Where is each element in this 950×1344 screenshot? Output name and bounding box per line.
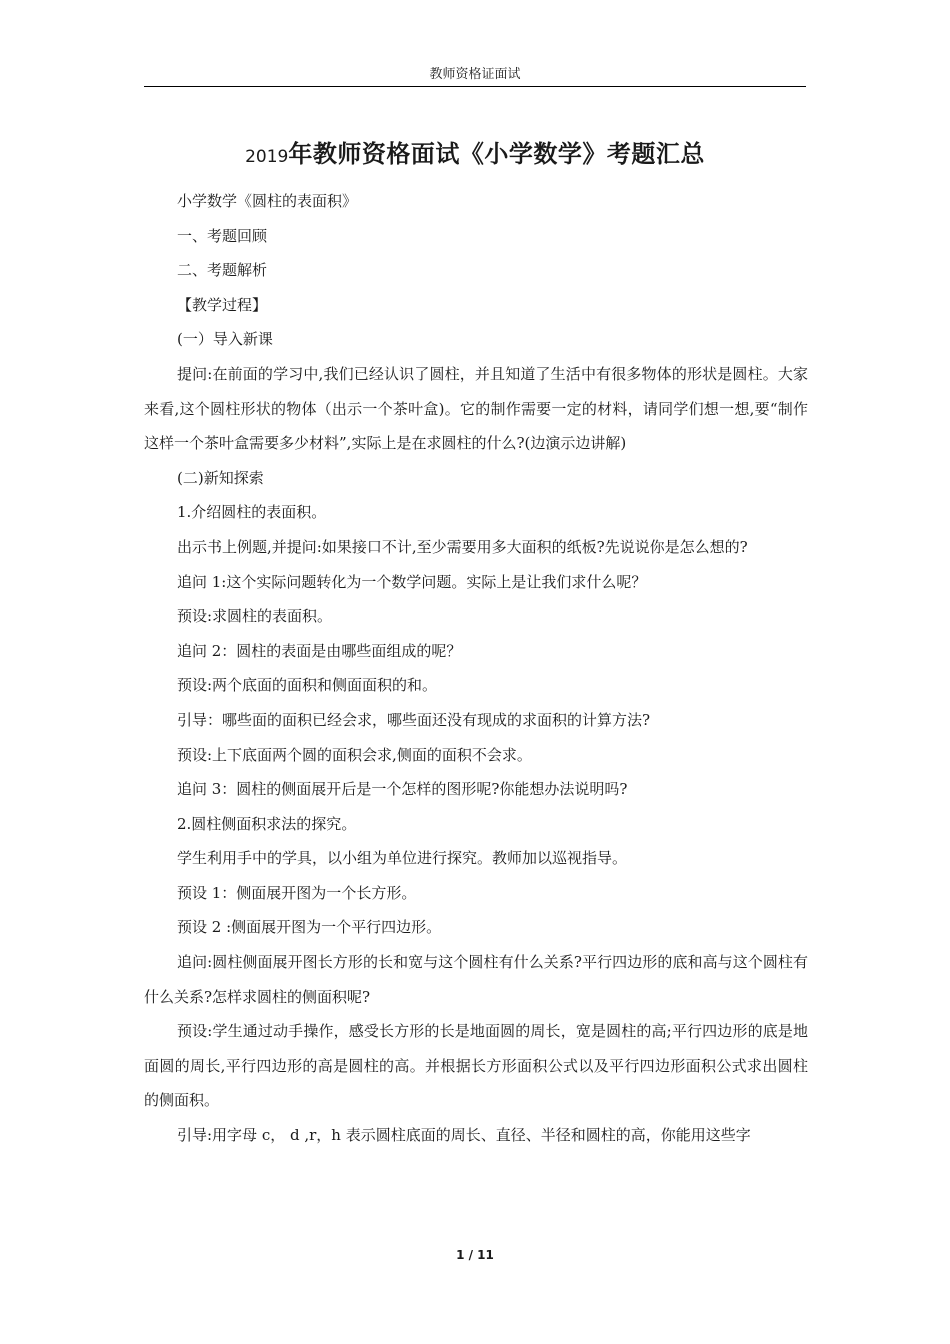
paragraph: 追问 3：圆柱的侧面展开后是一个怎样的图形呢?你能想办法说明吗? bbox=[177, 780, 628, 799]
paragraph: 引导:用字母 c， d ,r，h 表示圆柱底面的周长、直径、半径和圆柱的高，你能用这些字 bbox=[177, 1126, 751, 1145]
title-year: 2019 bbox=[245, 147, 289, 167]
paragraph: 提问:在前面的学习中,我们已经认识了圆柱，并且知道了生活中有很多物体的形状是圆柱。大家来看,这个圆柱形状的物体（出示一个茶叶盒)。它的制作需要一定的材料，请同学们想一想,要“制作这样一个茶叶盒需要多少材料”,实际上是在求圆柱的什么?(边演示边讲解) bbox=[144, 364, 808, 453]
paragraph: 追问:圆柱侧面展开图长方形的长和宽与这个圆柱有什么关系?平行四边形的底和高与这个圆柱有什么关系?怎样求圆柱的侧面积呢? bbox=[144, 953, 808, 1006]
paragraph: 预设 2 :侧面展开图为一个平行四边形。 bbox=[177, 918, 442, 937]
paragraph: 预设:两个底面的面积和侧面面积的和。 bbox=[177, 676, 438, 695]
paragraph: 【教学过程】 bbox=[177, 295, 268, 314]
paragraph: 引导：哪些面的面积已经会求，哪些面还没有现成的求面积的计算方法? bbox=[177, 710, 651, 729]
paragraph: 追问 1:这个实际问题转化为一个数学问题。实际上是让我们求什么呢？ bbox=[177, 572, 647, 591]
paragraph: 预设:上下底面两个圆的面积会求,侧面的面积不会求。 bbox=[177, 745, 532, 764]
paragraph: 预设:学生通过动手操作，感受长方形的长是地面圆的周长，宽是圆柱的高;平行四边形的底是地面圆的周长,平行四边形的高是圆柱的高。并根据长方形面积公式以及平行四边形面积公式求出圆柱的侧面积。 bbox=[144, 1022, 808, 1110]
paragraph: (二)新知探索 bbox=[177, 468, 264, 487]
document-body bbox=[144, 184, 808, 1153]
paragraph: 追问 2：圆柱的表面是由哪些面组成的呢？ bbox=[177, 641, 462, 660]
page-number: 1 / 11 bbox=[456, 1248, 494, 1262]
page-header: 教师资格证面试 bbox=[144, 62, 806, 87]
paragraph: (一）导入新课 bbox=[177, 330, 273, 349]
paragraph: 预设:求圆柱的表面积。 bbox=[177, 607, 333, 626]
paragraph: 二、考题解析 bbox=[177, 261, 268, 280]
title-text: 年教师资格面试《小学数学》考题汇总 bbox=[288, 140, 705, 168]
paragraph: 2.圆柱侧面积求法的探究。 bbox=[177, 814, 357, 833]
paragraph: 预设 1：侧面展开图为一个长方形。 bbox=[177, 883, 417, 902]
paragraph: 1.介绍圆柱的表面积。 bbox=[177, 503, 327, 522]
paragraph: 小学数学《圆柱的表面积》 bbox=[177, 192, 358, 210]
paragraph: 出示书上例题,并提问:如果接口不计,至少需要用多大面积的纸板?先说说你是怎么想的? bbox=[177, 537, 748, 556]
paragraph: 学生利用手中的学具，以小组为单位进行探究。教师加以巡视指导。 bbox=[177, 849, 628, 868]
document-title bbox=[0, 134, 950, 169]
paragraph: 一、考题回顾 bbox=[177, 226, 268, 245]
